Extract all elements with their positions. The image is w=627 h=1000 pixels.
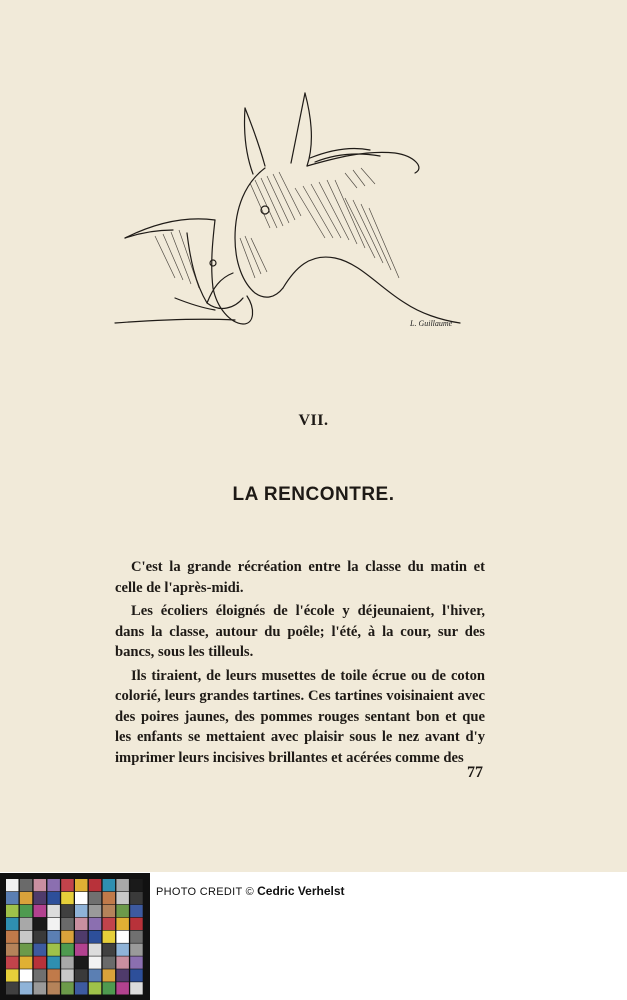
color-patch [6, 956, 19, 968]
color-patch [34, 944, 47, 956]
color-patch [61, 969, 73, 981]
color-patch [130, 879, 143, 891]
color-patch [20, 982, 33, 994]
color-patch [47, 905, 60, 917]
color-patch [47, 956, 60, 968]
color-patch [47, 892, 60, 904]
color-calibration-chart-icon [0, 873, 150, 1000]
color-patch [20, 969, 33, 981]
color-patch [20, 956, 33, 968]
page-number: 77 [467, 764, 483, 781]
chapter-number: VII. [298, 412, 329, 429]
color-patch [103, 918, 116, 930]
color-patch [116, 982, 128, 994]
color-patch [6, 982, 19, 994]
color-patch [75, 969, 88, 981]
color-patch [116, 892, 128, 904]
color-patch [61, 879, 73, 891]
illustration-signature: L. Guillaume [410, 319, 453, 328]
color-patch [47, 944, 60, 956]
photo-credit-label: PHOTO CREDIT © [156, 886, 255, 898]
color-patch [20, 931, 33, 943]
paragraph-3: Ils tiraient, de leurs musettes de toile écrue ou de coton colorié, leurs grandes tartines. Ces tartines voisinaient avec des poires jaunes, des pommes rouges sentant bon et que les enfants se mettaient avec plaisir sous le nez avant d'y imprimer leurs incisives brillantes et acérées comme des [115, 667, 485, 766]
color-patch [89, 944, 102, 956]
color-patch [34, 956, 47, 968]
color-patch [75, 982, 88, 994]
color-patch [34, 969, 47, 981]
color-patch [116, 905, 128, 917]
color-patch [130, 956, 143, 968]
color-patch [34, 918, 47, 930]
color-patch [103, 956, 116, 968]
color-patch [89, 892, 102, 904]
color-patch [61, 956, 73, 968]
color-patch [130, 982, 143, 994]
color-patch [34, 905, 47, 917]
color-patch [6, 944, 19, 956]
color-patch [61, 944, 73, 956]
color-patch [6, 892, 19, 904]
color-patch [89, 905, 102, 917]
color-patch [103, 944, 116, 956]
color-patch [130, 944, 143, 956]
color-patch [20, 892, 33, 904]
color-patch [47, 982, 60, 994]
color-patch [103, 931, 116, 943]
paragraph-1: C'est la grande récréation entre la classe du matin et celle de l'après-midi. [115, 559, 485, 596]
color-patch [89, 918, 102, 930]
color-patch [47, 879, 60, 891]
color-patch [116, 969, 128, 981]
color-patch [89, 982, 102, 994]
photo-credit-name: Cedric Verhelst [257, 884, 345, 898]
color-patch [103, 879, 116, 891]
color-patch [116, 931, 128, 943]
color-patch [6, 879, 19, 891]
color-patch [75, 944, 88, 956]
color-patch [47, 969, 60, 981]
color-patch [103, 969, 116, 981]
chapter-title: LA RENCONTRE. [232, 484, 395, 505]
color-patch [34, 982, 47, 994]
color-patch [116, 879, 128, 891]
paragraph-2: Les écoliers éloignés de l'école y déjeunaient, l'hiver, dans la classe, autour du poêle; l'été, à la cour, sur des bancs, sous les tilleuls. [115, 603, 485, 660]
color-patch [47, 918, 60, 930]
color-patch [103, 982, 116, 994]
color-patch [130, 918, 143, 930]
color-patch [6, 905, 19, 917]
color-patch [20, 944, 33, 956]
color-patch [89, 956, 102, 968]
color-patch [75, 931, 88, 943]
color-patch [89, 879, 102, 891]
color-patch [20, 918, 33, 930]
color-patch [75, 892, 88, 904]
color-patch [130, 892, 143, 904]
color-patch [130, 905, 143, 917]
color-patch [61, 892, 73, 904]
color-patch [47, 931, 60, 943]
color-patch [89, 931, 102, 943]
color-patch [75, 918, 88, 930]
color-patch [103, 905, 116, 917]
color-patch [75, 879, 88, 891]
color-patch [75, 956, 88, 968]
color-patch [6, 918, 19, 930]
color-patch [116, 944, 128, 956]
color-patch [61, 918, 73, 930]
color-patch [20, 879, 33, 891]
color-patch [116, 918, 128, 930]
body-text [115, 557, 485, 771]
photo-credit [156, 884, 345, 898]
color-patch [75, 905, 88, 917]
color-patch [130, 969, 143, 981]
color-patch [116, 956, 128, 968]
color-patch [20, 905, 33, 917]
color-patch [6, 931, 19, 943]
color-patch [61, 905, 73, 917]
color-patch [89, 969, 102, 981]
color-patch [130, 931, 143, 943]
color-patch [34, 931, 47, 943]
horses-sketch-icon [95, 88, 490, 338]
color-patch [103, 892, 116, 904]
color-patch [61, 931, 73, 943]
color-patch [6, 969, 19, 981]
color-patch [61, 982, 73, 994]
color-patch [34, 879, 47, 891]
color-patch [34, 892, 47, 904]
